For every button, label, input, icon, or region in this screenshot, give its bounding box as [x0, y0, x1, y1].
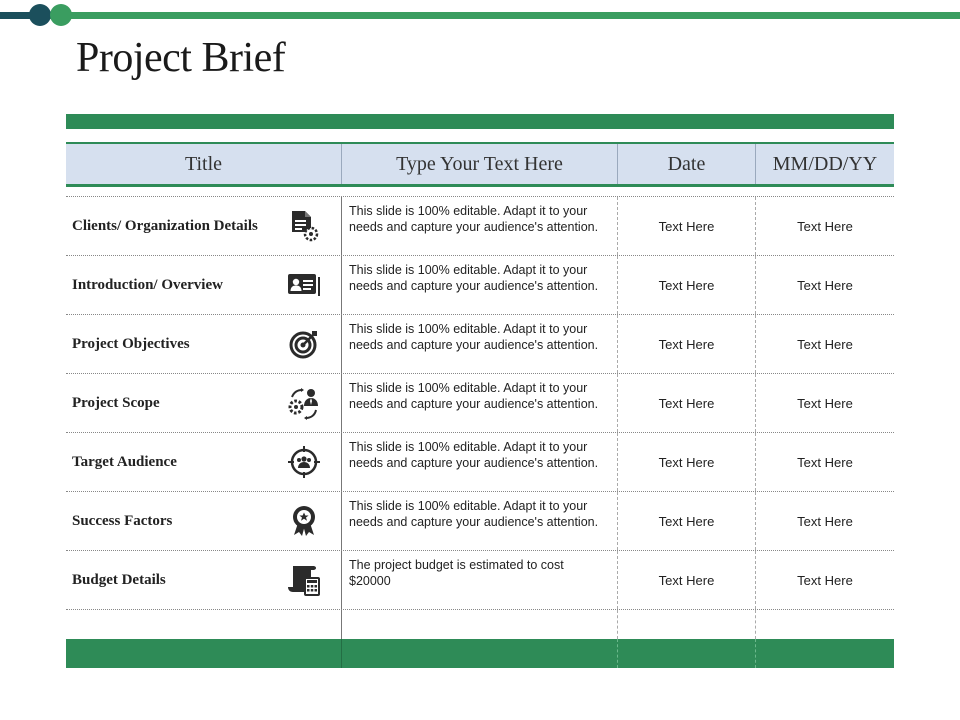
row-date: Text Here [618, 197, 756, 255]
row-description: This slide is 100% editable. Adapt it to your needs and capture your audience's attention. [342, 197, 618, 255]
header-title: Title [66, 144, 342, 184]
table-body [66, 196, 894, 639]
table-header [66, 142, 894, 187]
table-row [66, 197, 894, 256]
row-description: This slide is 100% editable. Adapt it to your needs and capture your audience's attention. [342, 433, 618, 491]
table-row [66, 315, 894, 374]
bottom-bar-segment [342, 639, 618, 668]
row-title-cell [66, 551, 342, 609]
row-label: Project Objectives [72, 335, 190, 352]
row-label: Introduction/ Overview [72, 276, 223, 293]
row-title-cell [66, 197, 342, 255]
document-gear-icon [287, 209, 321, 243]
table-bottom-bar [66, 639, 894, 668]
row-date: Text Here [618, 551, 756, 609]
row-value: Text Here [797, 336, 853, 352]
top-accent-line [0, 12, 960, 19]
header-date: Date [618, 144, 756, 184]
accent-dot-dark [29, 4, 51, 26]
row-value: Text Here [797, 277, 853, 293]
award-ribbon-icon [287, 504, 321, 538]
id-card-icon [287, 268, 321, 302]
row-value: Text Here [797, 572, 853, 588]
table-row [66, 374, 894, 433]
table-row-empty [66, 610, 894, 639]
row-title-cell [66, 492, 342, 550]
row-date: Text Here [618, 374, 756, 432]
row-description: This slide is 100% editable. Adapt it to your needs and capture your audience's attention. [342, 492, 618, 550]
table-row [66, 551, 894, 610]
row-label: Project Scope [72, 394, 160, 411]
target-icon [287, 327, 321, 361]
header-text: Type Your Text Here [342, 144, 618, 184]
table-top-bar [66, 114, 894, 129]
row-value: Text Here [797, 454, 853, 470]
row-date: Text Here [618, 433, 756, 491]
header-format: MM/DD/YY [772, 152, 878, 175]
row-value: Text Here [797, 395, 853, 411]
empty-cell [756, 610, 894, 639]
empty-cell [618, 610, 756, 639]
row-label: Success Factors [72, 512, 173, 529]
row-description: This slide is 100% editable. Adapt it to your needs and capture your audience's attention. [342, 315, 618, 373]
row-date: Text Here [618, 492, 756, 550]
row-date: Text Here [618, 315, 756, 373]
row-title-cell [66, 256, 342, 314]
row-label: Clients/ Organization Details [72, 217, 258, 234]
row-value: Text Here [797, 513, 853, 529]
row-value: Text Here [797, 218, 853, 234]
accent-dot-green [50, 4, 72, 26]
row-description: The project budget is estimated to cost $20000 [342, 551, 618, 609]
table-row [66, 433, 894, 492]
person-gear-cycle-icon [287, 386, 321, 420]
row-title-cell [66, 374, 342, 432]
row-date: Text Here [618, 256, 756, 314]
empty-cell [342, 610, 618, 639]
table-row [66, 492, 894, 551]
row-description: This slide is 100% editable. Adapt it to your needs and capture your audience's attention. [342, 256, 618, 314]
row-title-cell [66, 433, 342, 491]
row-label: Budget Details [72, 571, 166, 588]
document-calculator-icon [287, 563, 321, 597]
bottom-bar-segment [618, 639, 756, 668]
page-title: Project Brief [76, 35, 286, 81]
bottom-bar-segment [756, 639, 894, 668]
row-label: Target Audience [72, 453, 177, 470]
row-title-cell [66, 315, 342, 373]
bottom-bar-segment [66, 639, 342, 668]
table-row [66, 256, 894, 315]
row-description: This slide is 100% editable. Adapt it to your needs and capture your audience's attention. [342, 374, 618, 432]
empty-cell [66, 610, 342, 639]
audience-target-icon [287, 445, 321, 479]
